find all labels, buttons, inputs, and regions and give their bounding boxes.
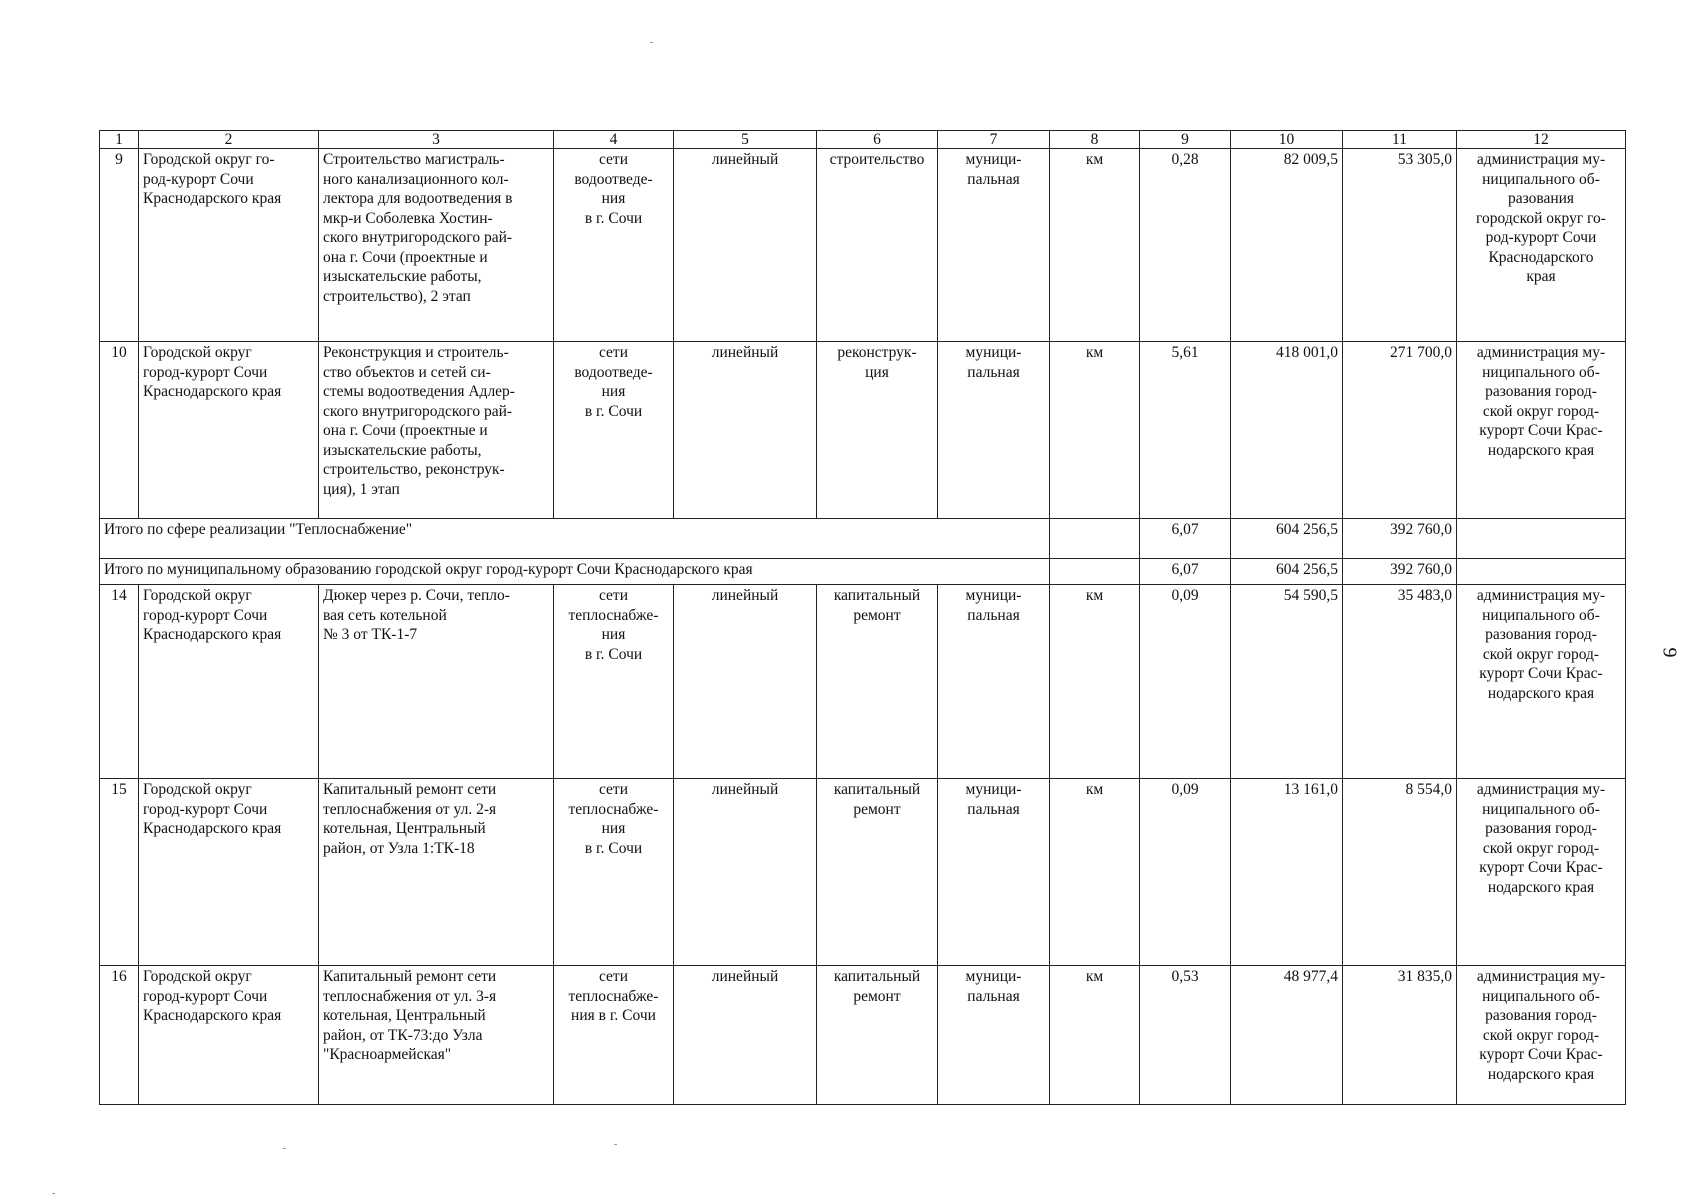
scan-speck bbox=[614, 1144, 617, 1145]
customer-cell: администрация му- ниципального об- разования город- ской округ город- курорт Сочи Крас- нодарского края bbox=[1457, 342, 1626, 519]
total-length: 6,07 bbox=[1140, 519, 1231, 559]
row-number: 10 bbox=[100, 342, 139, 519]
amount-cell: 8 554,0 bbox=[1343, 779, 1457, 966]
object-cell: Реконструкция и строитель- ство объектов и сетей си- стемы водоотведения Адлер- ского внутригородского рай- она г. Сочи (проектные и изыскательские работы, строительство, реконструк- ция), 1 этап bbox=[319, 342, 554, 519]
cost-cell: 13 161,0 bbox=[1231, 779, 1343, 966]
table-row bbox=[100, 779, 1626, 966]
type-cell: линейный bbox=[674, 585, 817, 779]
ownership-cell: муници- пальная bbox=[938, 149, 1050, 342]
total-length: 6,07 bbox=[1140, 559, 1231, 585]
total-label: Итого по муниципальному образованию городской округ город-курорт Сочи Краснодарского края bbox=[100, 559, 1050, 585]
territory-cell: Городской округ город-курорт Сочи Краснодарского края bbox=[139, 585, 319, 779]
total-amount: 392 760,0 bbox=[1343, 519, 1457, 559]
table-row bbox=[100, 585, 1626, 779]
object-cell: Дюкер через р. Сочи, тепло- вая сеть котельной № 3 от ТК-1-7 bbox=[319, 585, 554, 779]
length-cell: 5,61 bbox=[1140, 342, 1231, 519]
sphere-cell: сети водоотведе- ния в г. Сочи bbox=[554, 342, 674, 519]
total-label: Итого по сфере реализации "Теплоснабжение" bbox=[100, 519, 1050, 559]
row-number: 16 bbox=[100, 966, 139, 1105]
cost-cell: 418 001,0 bbox=[1231, 342, 1343, 519]
ownership-cell: муници- пальная bbox=[938, 342, 1050, 519]
header-cell: 10 bbox=[1231, 131, 1343, 149]
length-cell: 0,09 bbox=[1140, 779, 1231, 966]
total-cost: 604 256,5 bbox=[1231, 519, 1343, 559]
length-cell: 0,28 bbox=[1140, 149, 1231, 342]
total-row bbox=[100, 519, 1626, 559]
unit-cell: км bbox=[1050, 779, 1140, 966]
header-cell: 12 bbox=[1457, 131, 1626, 149]
cost-cell: 54 590,5 bbox=[1231, 585, 1343, 779]
cost-cell: 48 977,4 bbox=[1231, 966, 1343, 1105]
header-cell: 6 bbox=[817, 131, 938, 149]
territory-cell: Городской округ город-курорт Сочи Краснодарского края bbox=[139, 779, 319, 966]
type-cell: линейный bbox=[674, 149, 817, 342]
ownership-cell: муници- пальная bbox=[938, 966, 1050, 1105]
total-amount: 392 760,0 bbox=[1343, 559, 1457, 585]
cost-cell: 82 009,5 bbox=[1231, 149, 1343, 342]
ownership-cell: муници- пальная bbox=[938, 779, 1050, 966]
amount-cell: 31 835,0 bbox=[1343, 966, 1457, 1105]
length-cell: 0,53 bbox=[1140, 966, 1231, 1105]
type-cell: линейный bbox=[674, 342, 817, 519]
total-empty-cell bbox=[1457, 519, 1626, 559]
amount-cell: 35 483,0 bbox=[1343, 585, 1457, 779]
row-number: 9 bbox=[100, 149, 139, 342]
scan-speck bbox=[52, 1193, 55, 1194]
ownership-cell: муници- пальная bbox=[938, 585, 1050, 779]
total-empty-cell bbox=[1050, 559, 1140, 585]
unit-cell: км bbox=[1050, 149, 1140, 342]
work-cell: капитальный ремонт bbox=[817, 779, 938, 966]
type-cell: линейный bbox=[674, 779, 817, 966]
header-cell: 3 bbox=[319, 131, 554, 149]
table-row bbox=[100, 966, 1626, 1105]
amount-cell: 271 700,0 bbox=[1343, 342, 1457, 519]
work-cell: капитальный ремонт bbox=[817, 966, 938, 1105]
object-cell: Капитальный ремонт сети теплоснабжения от ул. 3-я котельная, Центральный район, от ТК-73:до Узла "Красноармейская" bbox=[319, 966, 554, 1105]
sphere-cell: сети теплоснабже- ния в г. Сочи bbox=[554, 585, 674, 779]
total-cost: 604 256,5 bbox=[1231, 559, 1343, 585]
header-cell: 9 bbox=[1140, 131, 1231, 149]
row-number: 14 bbox=[100, 585, 139, 779]
scan-speck bbox=[283, 1148, 286, 1149]
column-number-header bbox=[100, 131, 1626, 149]
header-cell: 5 bbox=[674, 131, 817, 149]
total-empty-cell bbox=[1050, 519, 1140, 559]
unit-cell: км bbox=[1050, 342, 1140, 519]
header-cell: 11 bbox=[1343, 131, 1457, 149]
sphere-cell: сети теплоснабже- ния в г. Сочи bbox=[554, 966, 674, 1105]
customer-cell: администрация му- ниципального об- разования город- ской округ город- курорт Сочи Крас- нодарского края bbox=[1457, 779, 1626, 966]
customer-cell: администрация му- ниципального об- разования город- ской округ город- курорт Сочи Крас- нодарского края bbox=[1457, 966, 1626, 1105]
work-cell: капитальный ремонт bbox=[817, 585, 938, 779]
header-cell: 7 bbox=[938, 131, 1050, 149]
customer-cell: администрация му- ниципального об- разования город- ской округ город- курорт Сочи Крас- нодарского края bbox=[1457, 585, 1626, 779]
territory-cell: Городской округ город-курорт Сочи Краснодарского края bbox=[139, 342, 319, 519]
table-row bbox=[100, 342, 1626, 519]
amount-cell: 53 305,0 bbox=[1343, 149, 1457, 342]
sphere-cell: сети водоотведе- ния в г. Сочи bbox=[554, 149, 674, 342]
sphere-cell: сети теплоснабже- ния в г. Сочи bbox=[554, 779, 674, 966]
row-number: 15 bbox=[100, 779, 139, 966]
header-cell: 2 bbox=[139, 131, 319, 149]
total-empty-cell bbox=[1457, 559, 1626, 585]
investment-table bbox=[99, 130, 1626, 1105]
scan-speck bbox=[650, 42, 653, 43]
header-cell: 8 bbox=[1050, 131, 1140, 149]
object-cell: Строительство магистраль- ного канализационного кол- лектора для водоотведения в мкр-и Соболевка Хостин- ского внутригородского рай- она г. Сочи (проектные и изыскательские работы, строительство), 2 этап bbox=[319, 149, 554, 342]
unit-cell: км bbox=[1050, 585, 1140, 779]
header-cell: 1 bbox=[100, 131, 139, 149]
type-cell: линейный bbox=[674, 966, 817, 1105]
length-cell: 0,09 bbox=[1140, 585, 1231, 779]
total-row bbox=[100, 559, 1626, 585]
territory-cell: Городской округ город-курорт Сочи Краснодарского края bbox=[139, 966, 319, 1105]
unit-cell: км bbox=[1050, 966, 1140, 1105]
territory-cell: Городской округ го- род-курорт Сочи Краснодарского края bbox=[139, 149, 319, 342]
object-cell: Капитальный ремонт сети теплоснабжения от ул. 2-я котельная, Центральный район, от Узла 1:ТК-18 bbox=[319, 779, 554, 966]
customer-cell: администрация му- ниципального об- разования городской округ го- род-курорт Сочи Краснодарского края bbox=[1457, 149, 1626, 342]
work-cell: реконструк- ция bbox=[817, 342, 938, 519]
table-row bbox=[100, 149, 1626, 342]
work-cell: строительство bbox=[817, 149, 938, 342]
header-cell: 4 bbox=[554, 131, 674, 149]
page-number: 9 bbox=[1658, 647, 1681, 658]
